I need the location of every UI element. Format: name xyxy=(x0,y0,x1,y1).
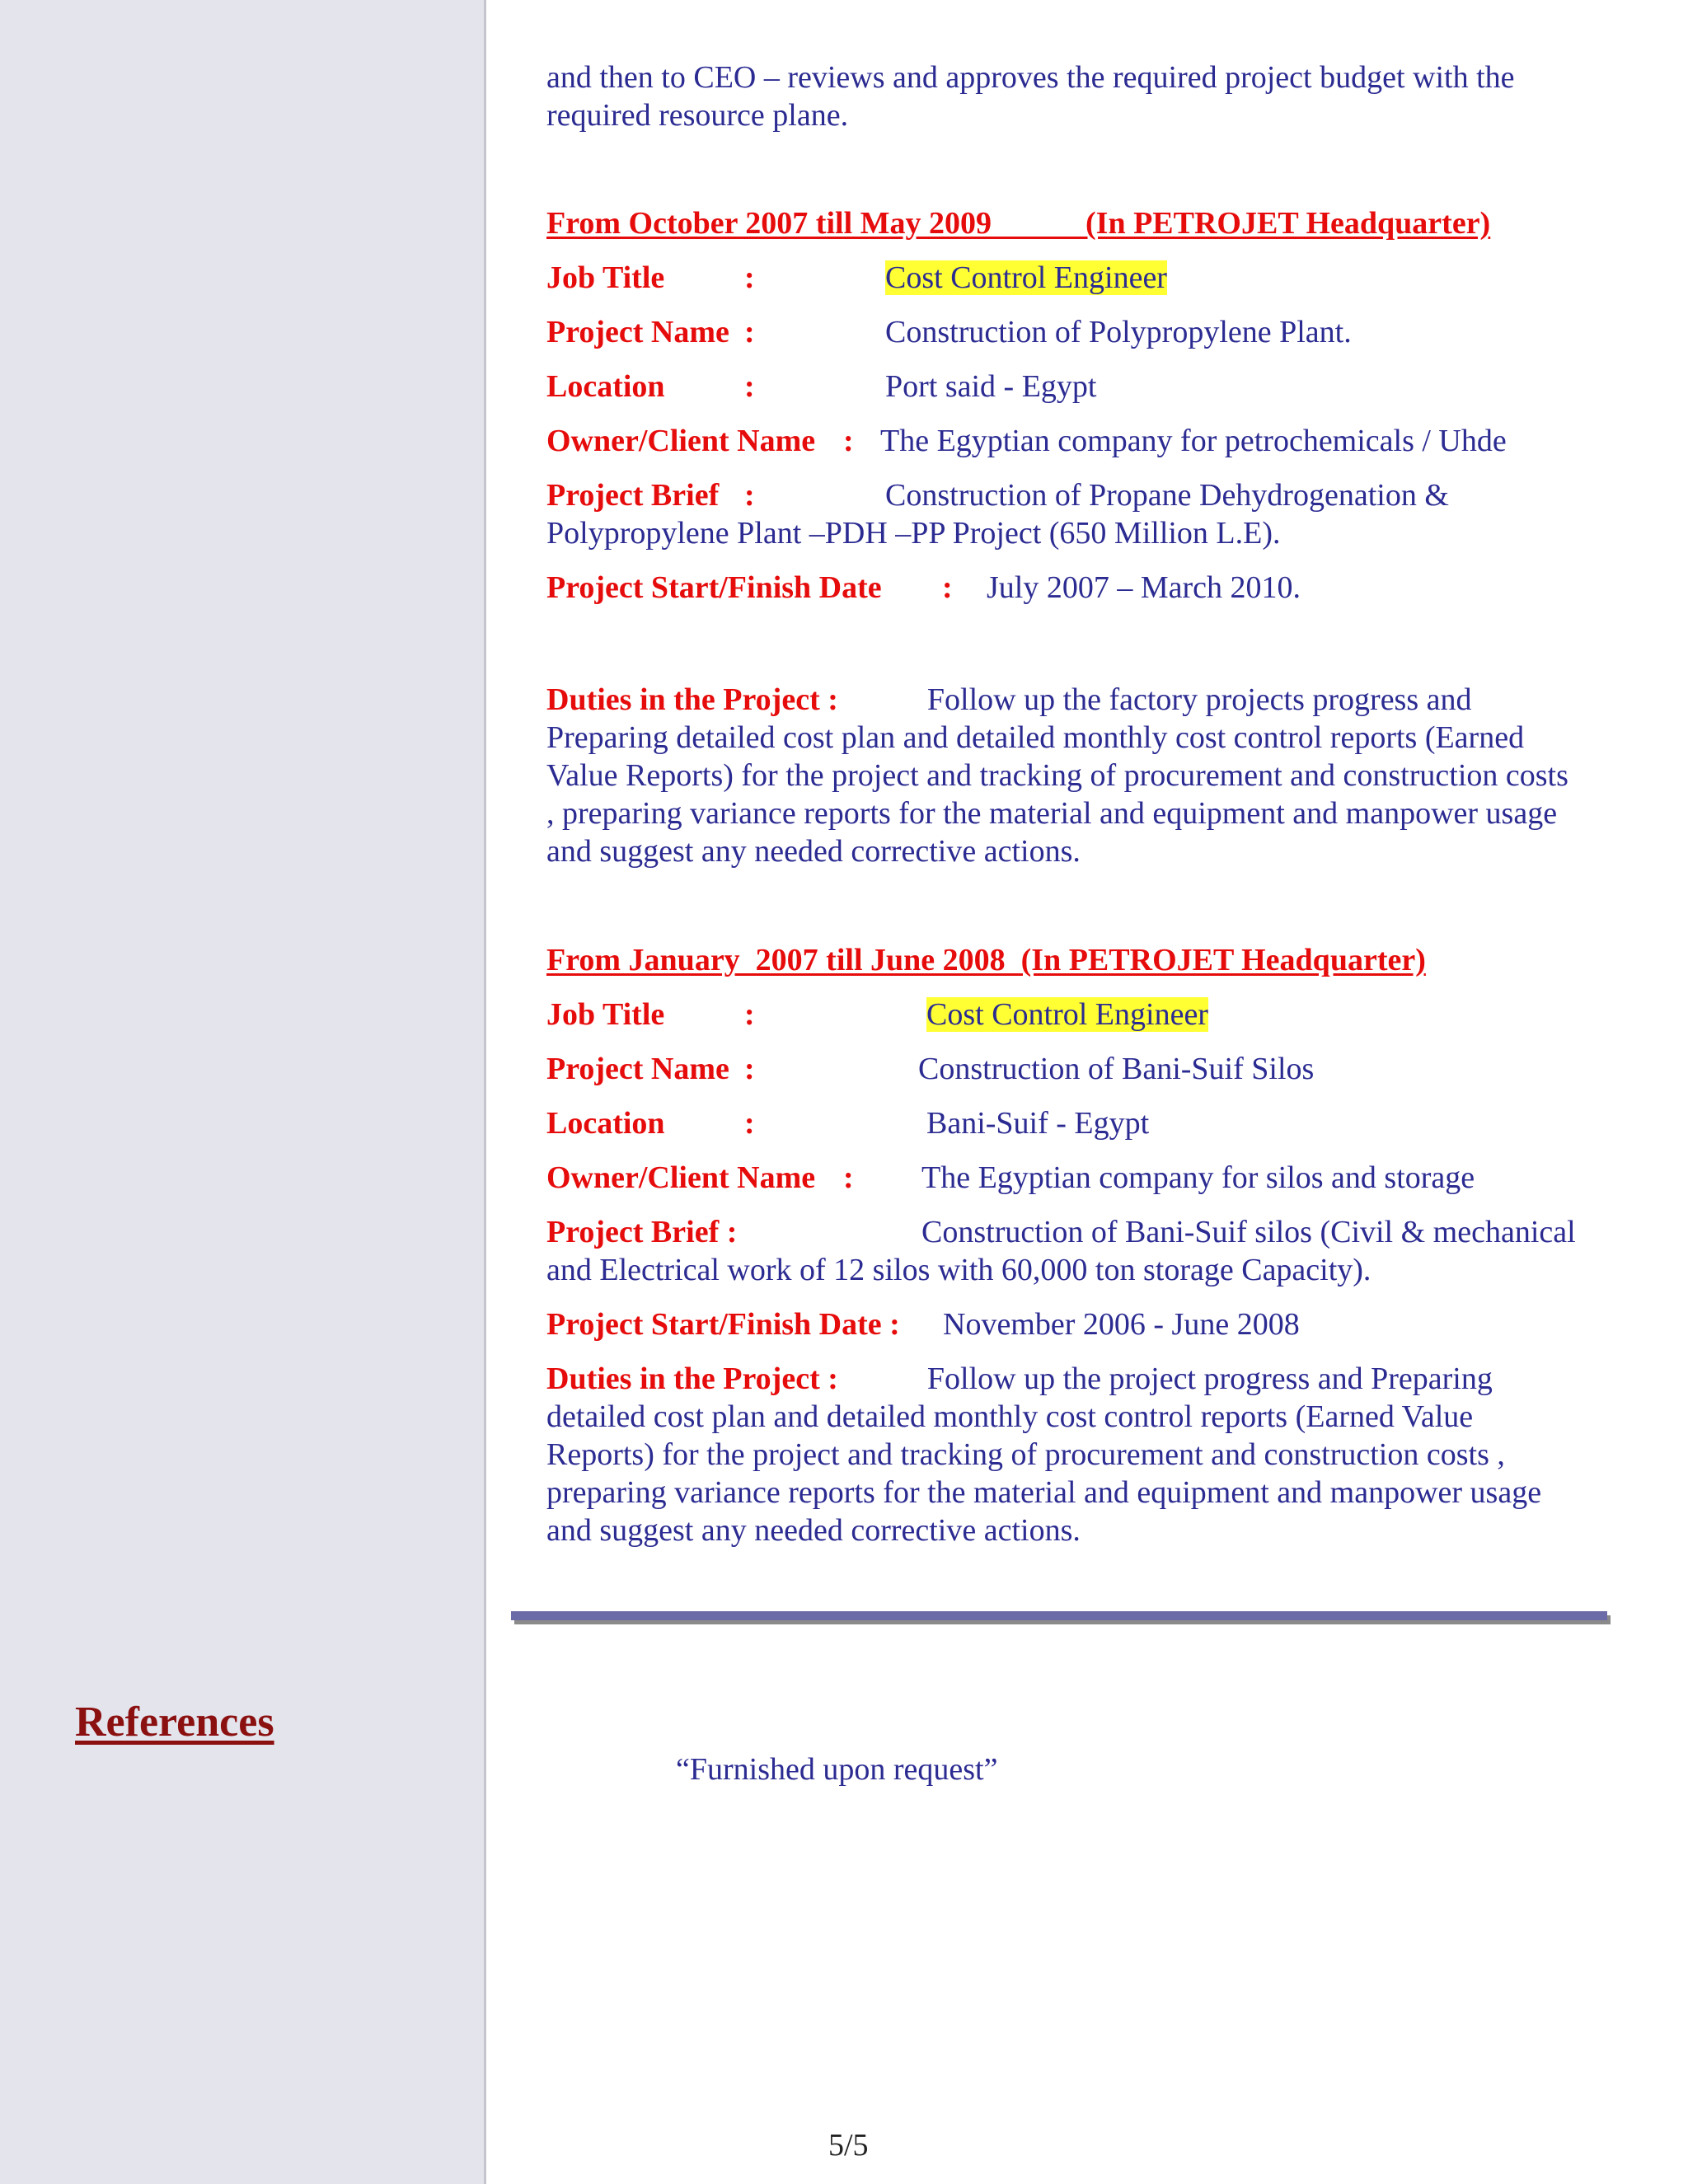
job2-dates-label: Project Start/Finish Date : xyxy=(546,1307,900,1342)
job1-duties-line-2: Preparing detailed cost plan and detailed monthly cost control reports (Earned xyxy=(546,720,1525,755)
job2-duties-line-5: and suggest any needed corrective actions. xyxy=(546,1513,1081,1548)
job2-duties-line-4: preparing variance reports for the material and equipment and manpower usage xyxy=(546,1475,1542,1510)
intro-line-2: required resource plane. xyxy=(546,98,849,133)
job1-location-label: Location xyxy=(546,369,665,404)
job2-location-colon: : xyxy=(744,1106,755,1141)
job2-job-title-colon: : xyxy=(744,997,755,1032)
job2-duties-paragraph xyxy=(546,1360,1541,1549)
job1-brief-value-line-1: Construction of Propane Dehydrogenation & xyxy=(885,478,1449,513)
job1-duties-paragraph xyxy=(546,681,1568,870)
job1-job-title-highlight: Cost Control Engineer xyxy=(885,260,1167,295)
job2-duties-line-1 xyxy=(546,1360,1541,1398)
intro-line-1: and then to CEO – reviews and approves the required project budget with the xyxy=(546,60,1515,95)
page-number: 5/5 xyxy=(828,2128,869,2163)
job2-location-label: Location xyxy=(546,1106,665,1141)
job1-duties-text-1: Follow up the factory projects progress and xyxy=(926,682,1472,717)
job2-owner-label: Owner/Client Name xyxy=(546,1160,816,1195)
job2-owner-colon: : xyxy=(843,1160,854,1195)
job1-project-name-colon: : xyxy=(744,315,755,349)
job2-duties-line-2: detailed cost plan and detailed monthly cost control reports (Earned Value xyxy=(546,1399,1474,1434)
job1-job-title-label: Job Title xyxy=(546,260,665,295)
job2-dates-value: November 2006 - June 2008 xyxy=(943,1307,1300,1342)
section-divider xyxy=(511,1611,1607,1620)
job2-job-title-value xyxy=(926,996,1208,1033)
job2-job-title-highlight: Cost Control Engineer xyxy=(926,997,1208,1032)
job1-brief-label: Project Brief xyxy=(546,478,720,513)
intro-paragraph xyxy=(546,59,1515,134)
job1-dates-value: July 2007 – March 2010. xyxy=(987,570,1301,605)
job2-brief-label: Project Brief : xyxy=(546,1215,738,1249)
job1-owner-value: The Egyptian company for petrochemicals / Uhde xyxy=(880,424,1507,458)
job2-duties-line-3: Reports) for the project and tracking of procurement and construction costs , xyxy=(546,1437,1505,1472)
job1-owner-label: Owner/Client Name xyxy=(546,424,816,458)
job1-duties-line-1 xyxy=(546,681,1568,719)
job1-location-colon: : xyxy=(744,369,755,404)
job1-brief-colon: : xyxy=(744,478,755,513)
references-heading: References xyxy=(75,1699,274,1746)
job1-duties-line-5: and suggest any needed corrective actions. xyxy=(546,834,1081,869)
job1-duties-line-4: , preparing variance reports for the material and equipment and manpower usage xyxy=(546,796,1558,831)
job1-dates-label: Project Start/Finish Date xyxy=(546,570,882,605)
job1-job-title-colon: : xyxy=(744,260,755,295)
job1-brief-value-line-2: Polypropylene Plant –PDH –PP Project (650 Million L.E). xyxy=(546,516,1281,551)
job2-project-name-label: Project Name xyxy=(546,1052,729,1086)
job2-project-name-colon: : xyxy=(744,1052,755,1086)
job2-brief-value-line-1: Construction of Bani-Suif silos (Civil & mechanical xyxy=(921,1215,1576,1249)
job1-project-name-value: Construction of Polypropylene Plant. xyxy=(885,315,1352,349)
job1-owner-colon: : xyxy=(843,424,854,458)
job1-dates-colon: : xyxy=(942,570,953,605)
job1-duties-line-3: Value Reports) for the project and tracking of procurement and construction costs xyxy=(546,758,1568,793)
job1-project-name-label: Project Name xyxy=(546,315,729,349)
references-text: “Furnished upon request” xyxy=(676,1752,998,1787)
job1-duties-label: Duties in the Project : xyxy=(546,682,838,717)
job1-period-heading: From October 2007 till May 2009 (In PETROJET Headquarter) xyxy=(546,206,1491,241)
job2-duties-text-1: Follow up the project progress and Preparing xyxy=(926,1361,1493,1396)
job1-job-title-value xyxy=(885,259,1167,297)
job2-owner-value: The Egyptian company for silos and storage xyxy=(921,1160,1475,1195)
left-sidebar xyxy=(0,0,486,2184)
job2-brief-value-line-2: and Electrical work of 12 silos with 60,000 ton storage Capacity). xyxy=(546,1253,1372,1287)
job1-location-value: Port said - Egypt xyxy=(885,369,1097,404)
job2-project-name-value: Construction of Bani-Suif Silos xyxy=(918,1052,1315,1086)
job2-duties-label: Duties in the Project : xyxy=(546,1361,838,1396)
job2-job-title-label: Job Title xyxy=(546,997,665,1032)
job2-location-value: Bani-Suif - Egypt xyxy=(926,1106,1150,1141)
job2-period-heading: From January 2007 till June 2008 (In PETROJET Headquarter) xyxy=(546,943,1426,977)
